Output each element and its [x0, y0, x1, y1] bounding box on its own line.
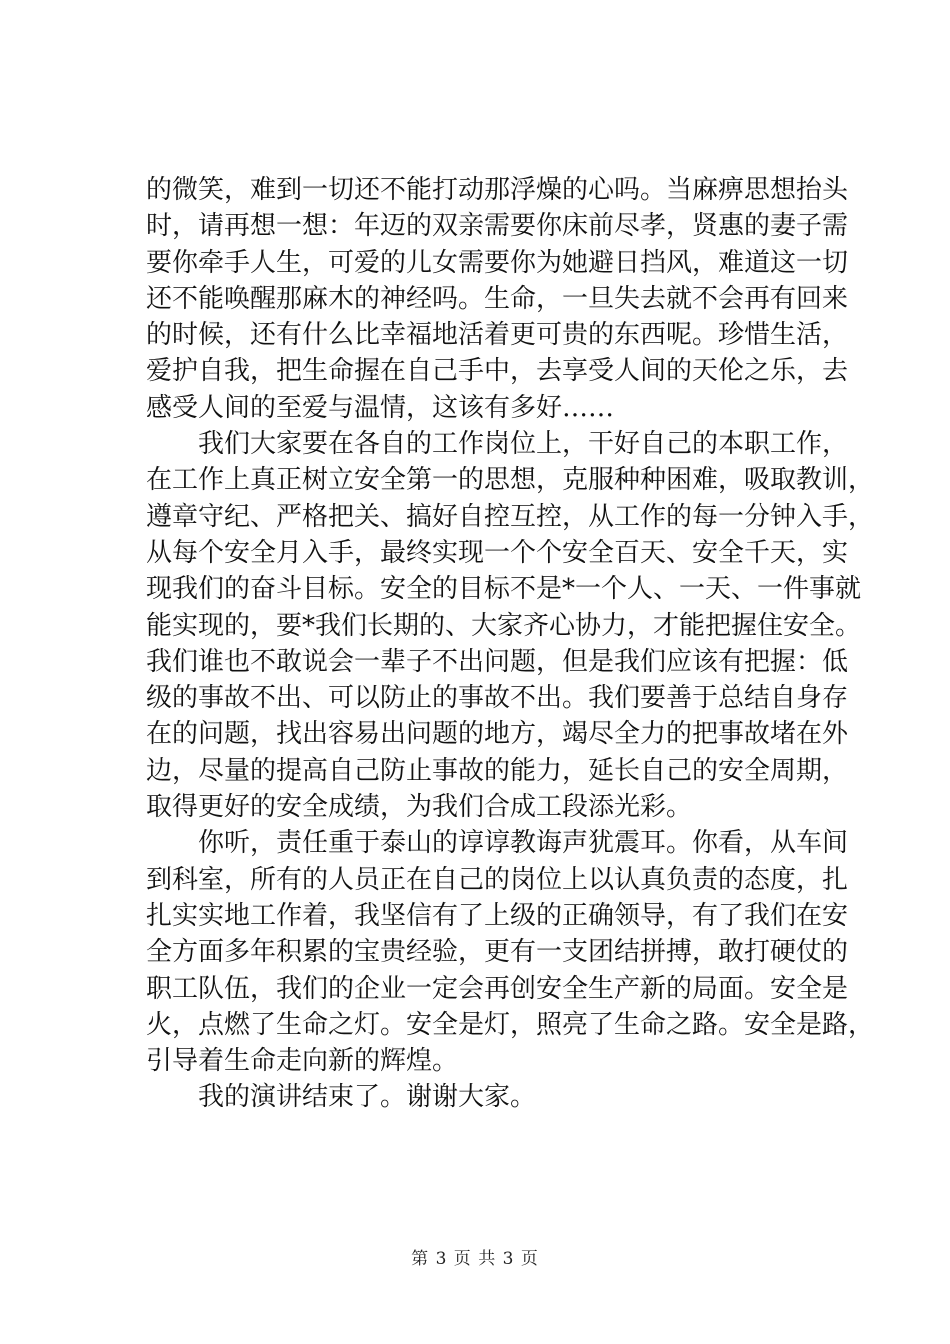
- text-line: 引导着生命走向新的辉煌。: [146, 1046, 459, 1077]
- text-line: 的时候，还有什么比幸福地活着更可贵的东西呢。珍惜生活，: [146, 320, 849, 351]
- document-body: [146, 172, 875, 1116]
- text-line: 全方面多年积累的宝贵经验，更有一支团结拼搏，敢打硬仗的: [146, 937, 849, 968]
- paragraph-first-line: 我的演讲结束了。谢谢大家。: [198, 1082, 537, 1113]
- text-line: 时，请再想一想：年迈的双亲需要你床前尽孝，贤惠的妻子需: [146, 211, 849, 242]
- text-line: 取得更好的安全成绩，为我们合成工段添光彩。: [146, 792, 693, 823]
- text-line: 能实现的，要*我们长期的、大家齐心协力，才能把握住安全。: [146, 610, 862, 641]
- text-line: 职工队伍，我们的企业一定会再创安全生产新的局面。安全是: [146, 973, 849, 1004]
- text-line: 在的问题，找出容易出问题的地方，竭尽全力的把事故堵在外: [146, 719, 849, 750]
- paragraph-first-line: 你听，责任重于泰山的谆谆教诲声犹震耳。你看，从车间: [198, 828, 849, 859]
- text-line: 感受人间的至爱与温情，这该有多好……: [146, 392, 615, 423]
- text-line: 还不能唤醒那麻木的神经吗。生命，一旦失去就不会再有回来: [146, 283, 849, 314]
- paragraph-first-line: 我们大家要在各自的工作岗位上，干好自己的本职工作，: [198, 429, 849, 460]
- text-line: 的微笑，难到一切还不能打动那浮燥的心吗。当麻痹思想抬头: [146, 175, 849, 205]
- text-line: 现我们的奋斗目标。安全的目标不是*一个人、一天、一件事就: [146, 574, 862, 605]
- text-line: 在工作上真正树立安全第一的思想，克服种种困难，吸取教训，: [146, 465, 875, 496]
- text-line: 扎实实地工作着，我坚信有了上级的正确领导，有了我们在安: [146, 900, 849, 931]
- page-number-footer: 第 3 页 共 3 页: [411, 1249, 539, 1269]
- text-line: 火，点燃了生命之灯。安全是灯，照亮了生命之路。安全是路，: [146, 1009, 875, 1040]
- text-line: 级的事故不出、可以防止的事故不出。我们要善于总结自身存: [146, 683, 849, 714]
- text-line: 要你牵手人生，可爱的儿女需要你为她避日挡风，难道这一切: [146, 247, 849, 278]
- text-line: 我们谁也不敢说会一辈子不出问题，但是我们应该有把握：低: [146, 646, 849, 677]
- text-line: 到科室，所有的人员正在自己的岗位上以认真负责的态度，扎: [146, 864, 849, 895]
- text-line: 边，尽量的提高自己防止事故的能力，延长自己的安全周期，: [146, 755, 849, 786]
- text-line: 遵章守纪、严格把关、搞好自控互控，从工作的每一分钟入手，: [146, 501, 875, 532]
- text-line: 爱护自我，把生命握在自己手中，去享受人间的天伦之乐，去: [146, 356, 849, 387]
- text-line: 从每个安全月入手，最终实现一个个安全百天、安全千天，实: [146, 537, 849, 568]
